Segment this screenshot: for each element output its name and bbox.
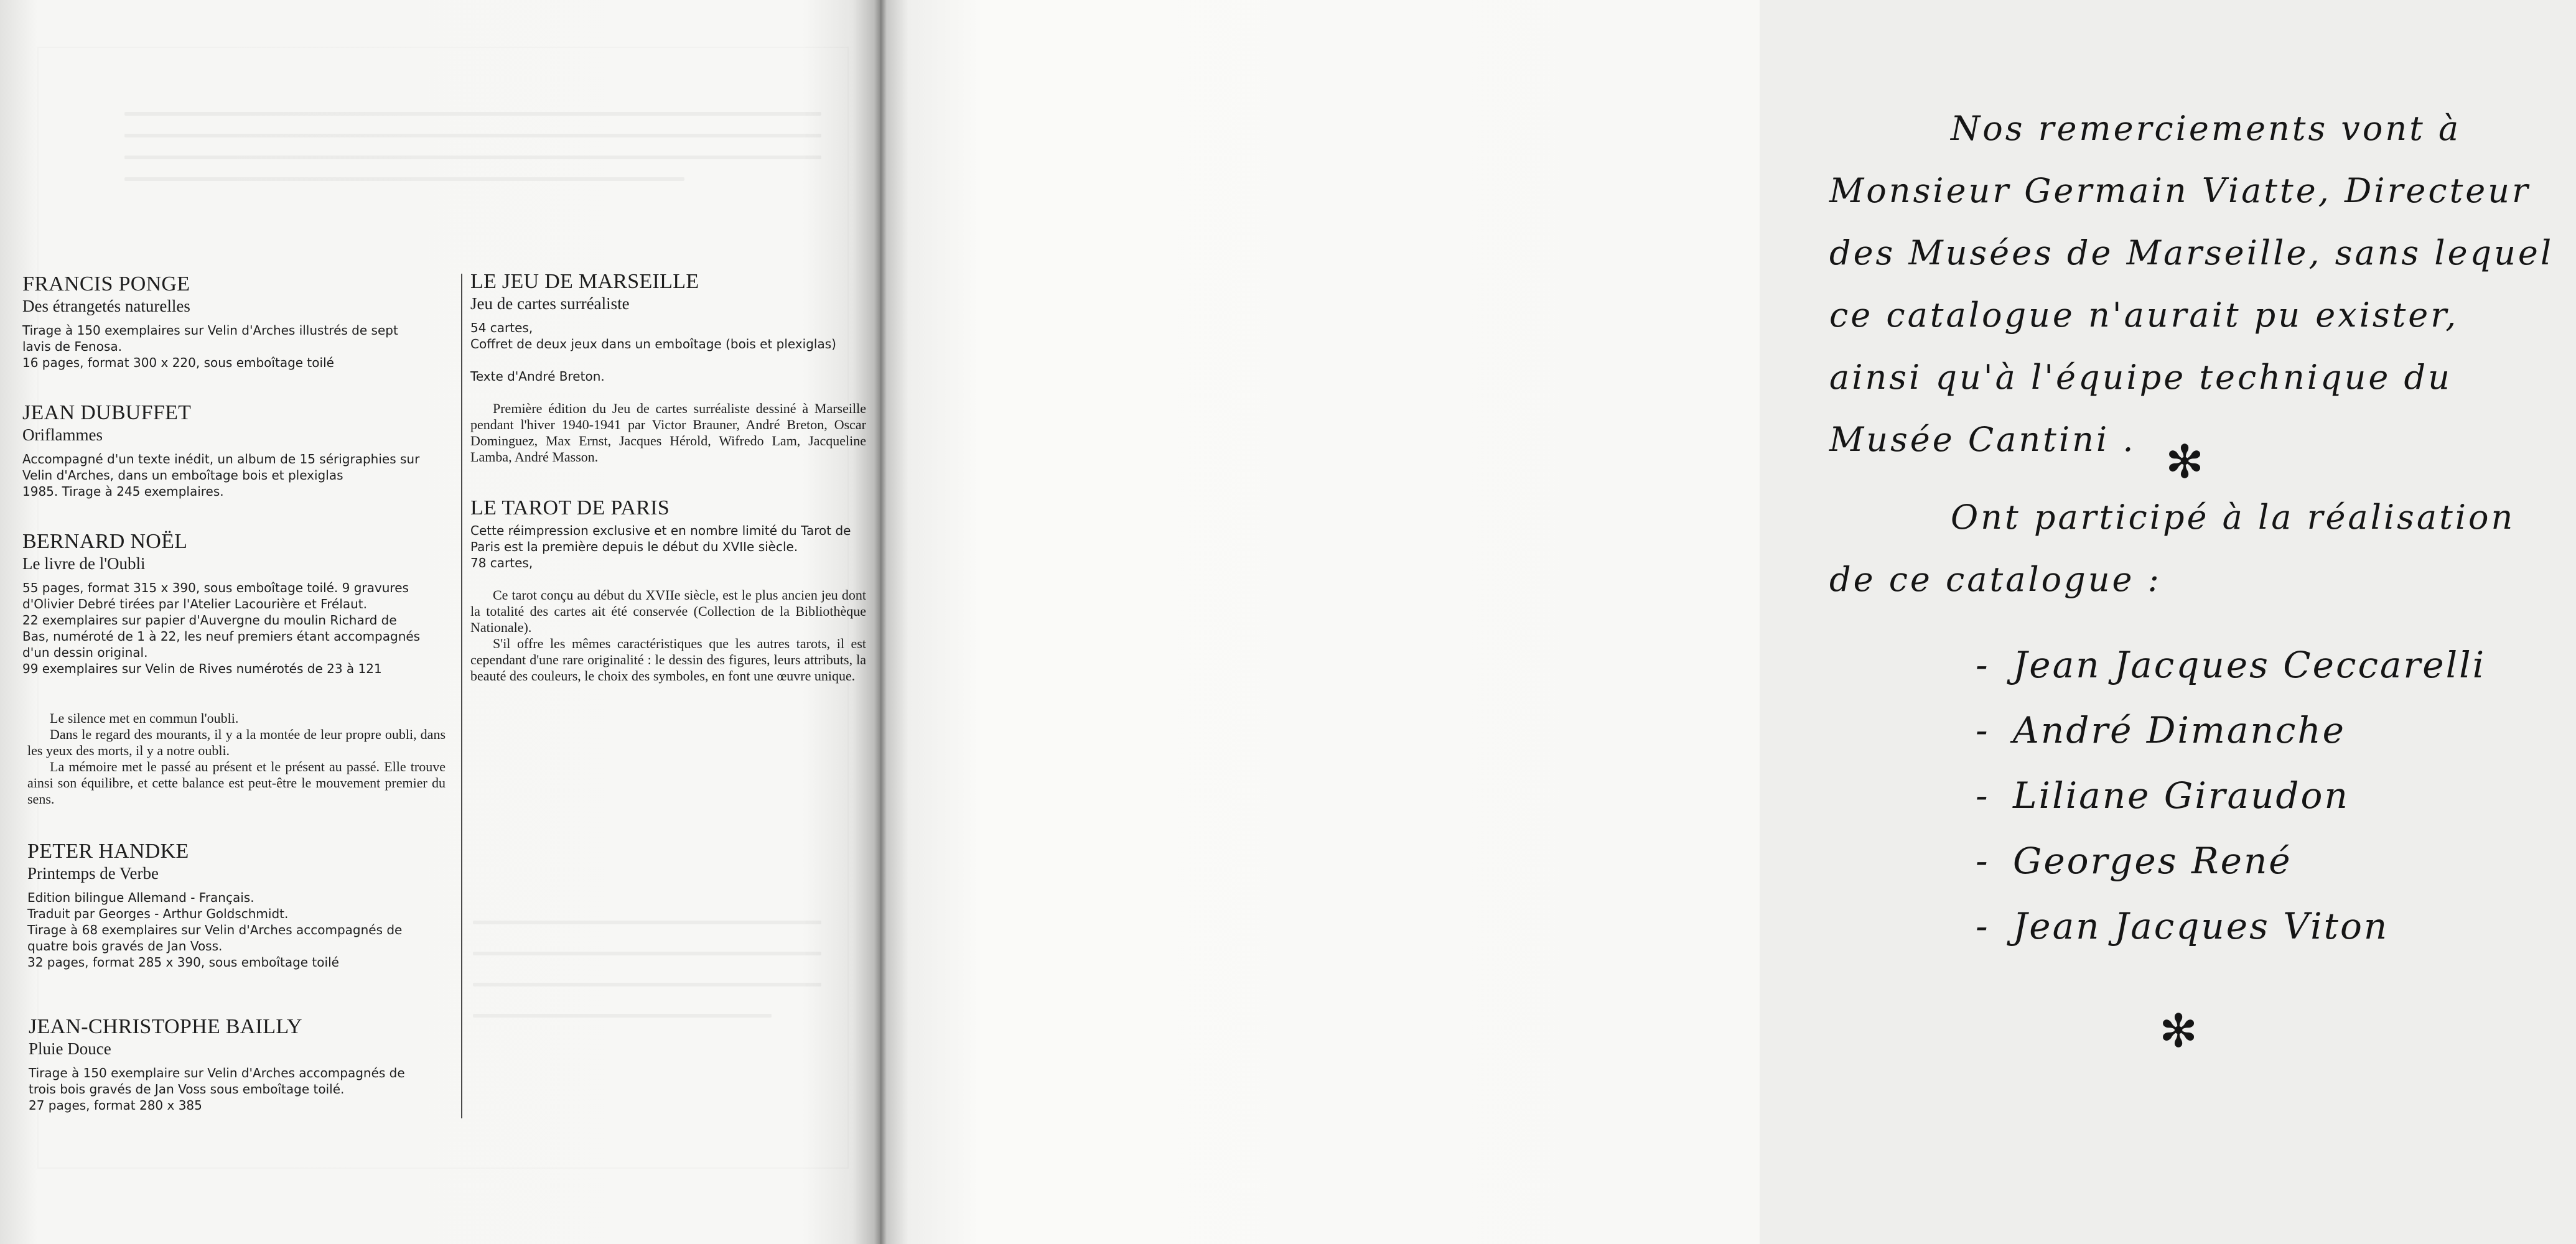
entry-details: 55 pages, format 315 x 390, sous emboîtage toilé. 9 gravures d'Olivier Debré tirées par l'Atelier Lacourière et Frélaut. 22 exemplaires sur papier d'Auvergne du moulin Richard de Bas, numéroté de 1 à 22, les neuf premiers étant accompagnés d'un dessin original. 99 exemplaires sur Velin de Rives numérotés de 23 à 121 [22,580,421,676]
show-through-line [473,952,821,955]
entry-details: Cette réimpression exclusive et en nombre limité du Tarot de Paris est la première depuis le début du XVIIe siècle. 78 cartes, [470,523,851,570]
entry-details: 54 cartes, Coffret de deux jeux dans un emboîtage (bois et plexiglas) Texte d'André Breton. [470,320,836,384]
show-through-line [473,921,821,924]
credit-item: - Jean Jacques Ceccarelli [1976,644,2486,686]
quote-oubli: Le silence met en commun l'oubli. Dans le regard des mourants, il y a la montée de leur propre oubli, dans les yeux des morts, il y a notre oubli. La mémoire met le passé au présent et le présent au passé. Elle trouve ainsi son équilibre, et cette balance est peut-être le mouvement premier du sens. [27,710,446,807]
entry-tarot-de-paris [470,496,866,684]
entry-jeu-de-marseille [470,270,866,465]
entry-author: JEAN-CHRISTOPHE BAILLY [29,1015,302,1038]
entry-prose: Ce tarot conçu au début du XVIIe siècle, est le plus ancien jeu dont la totalité des cartes ait été conservée (Collection de la Bibliothèque Nationale). S'il offre les mêmes caractéristiques que les autres tarots, il est cependant d'une rare originalité : le dessin des figures, leurs attributs, la beauté des couleurs, le choix des symboles, en font une œuvre unique. [470,587,866,684]
entry-bernard-noel [22,530,446,677]
thanks-line: ce catalogue n'aurait pu exister, [1829,295,2459,335]
show-through-line [124,112,821,116]
participants-heading: Ont participé à la réalisation [1951,498,2516,537]
show-through-line [124,177,684,181]
entry-title: Oriflammes [22,425,103,444]
participants-heading: de ce catalogue : [1829,560,2162,599]
credit-item: - Georges René [1976,840,2292,882]
entry-peter-handke [27,840,450,970]
thanks-line: des Musées de Marseille, sans lequel [1829,233,2554,272]
entry-author: PETER HANDKE [27,840,189,863]
entry-details: Accompagné d'un texte inédit, un album de 15 sérigraphies sur Velin d'Arches, dans un emboîtage bois et plexiglas 1985. Tirage à 245 exemplaires. [22,452,420,499]
credit-item: - Liliane Giraudon [1976,774,2350,817]
credit-item: - Jean Jacques Viton [1976,905,2389,947]
entry-details: Tirage à 150 exemplaires sur Velin d'Arches illustrés de sept lavis de Fenosa. 16 pages, format 300 x 220, sous emboîtage toilé [22,323,398,370]
entry-prose: Première édition du Jeu de cartes surréaliste dessiné à Marseille pendant l'hiver 1940-1941 par Victor Brauner, André Breton, Oscar Dominguez, Max Ernst, Jacques Hérold, Wifredo Lam, Jacqueline Lamba, André Masson. [470,401,866,465]
column-divider [461,274,462,1118]
entry-details: Edition bilingue Allemand - Français. Traduit par Georges - Arthur Goldschmidt. Tirage à 68 exemplaires sur Velin d'Arches accompagnés de quatre bois gravés de Jan Voss. 32 pages, format 285 x 390, sous emboîtage toilé [27,890,403,970]
show-through-line [473,1014,772,1018]
left-page [0,0,880,1244]
credit-item: - André Dimanche [1976,709,2346,751]
entry-jean-dubuffet [22,401,446,499]
right-page [880,0,2554,1244]
entry-title: Le livre de l'Oubli [22,554,146,573]
show-through-line [124,156,821,159]
entry-author: LE JEU DE MARSEILLE [470,270,699,293]
entry-title: Des étrangetés naturelles [22,297,190,315]
thanks-line: Musée Cantini . [1829,420,2136,459]
thanks-line: ainsi qu'à l'équipe technique du [1829,358,2452,397]
show-through-line [124,134,821,137]
asterisk-ornament: ✻ [2165,435,2205,489]
entry-details: Tirage à 150 exemplaire sur Velin d'Arches accompagnés de trois bois gravés de Jan Voss sous emboîtage toilé. 27 pages, format 280 x 385 [29,1065,405,1113]
entry-title: Printemps de Verbe [27,864,159,883]
entry-author: FRANCIS PONGE [22,272,190,295]
entry-jean-christophe-bailly [29,1015,452,1113]
show-through-line [473,983,821,986]
thanks-line: Nos remerciements vont à [1951,109,2462,148]
entry-author: BERNARD NOËL [22,530,188,553]
entry-francis-ponge [22,272,446,371]
thanks-line: Monsieur Germain Viatte, Directeur [1829,171,2531,210]
entry-author: JEAN DUBUFFET [22,401,192,424]
asterisk-ornament: ✻ [2159,1005,2198,1058]
entry-author: LE TAROT DE PARIS [470,496,670,519]
entry-title: Pluie Douce [29,1039,111,1058]
entry-title: Jeu de cartes surréaliste [470,294,630,313]
